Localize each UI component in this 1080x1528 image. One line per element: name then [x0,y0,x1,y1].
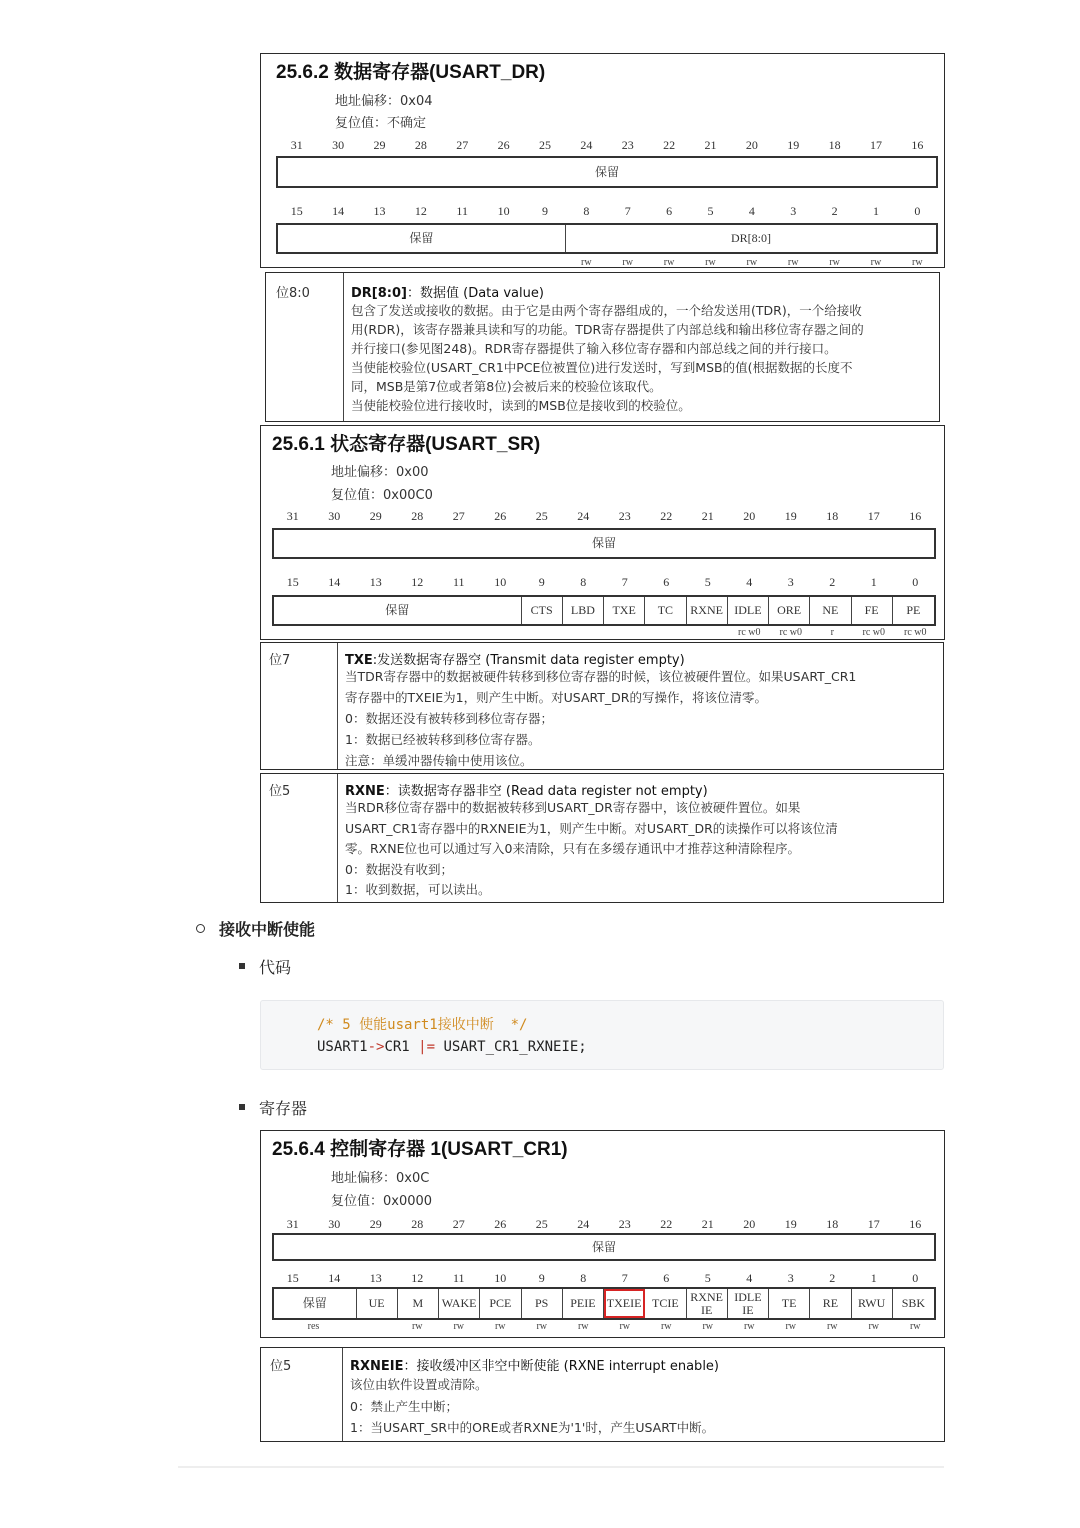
bit-number: 21 [704,138,717,152]
bit-field-cell: ORE [769,597,810,624]
description-line: 0：禁止产生中断； [350,1398,458,1414]
bit-number: 16 [909,1217,922,1231]
bit-number: 17 [867,1217,880,1231]
bit-number: 15 [286,1271,299,1285]
bit-number: 10 [494,1271,507,1285]
bit-number: 6 [666,204,673,218]
bit-number: 21 [701,509,714,523]
bit-field-cell: SBK [901,1296,926,1310]
dr-reset-value: 复位值：不确定 [335,116,427,131]
bit-number: 3 [787,1271,794,1285]
bit-number: 1 [872,204,879,218]
bit-number: 4 [748,204,755,218]
access-label: rw [411,1321,423,1332]
bit-field-cell: UE [357,1289,398,1318]
bit-number: 12 [411,1271,424,1285]
bit-field-cell: LBD [563,597,604,624]
bit-field-cell: RXNE [687,597,728,624]
bit-field-cell: 保留 [278,225,566,252]
bit-number: 22 [660,509,673,523]
bit-number: 21 [701,1217,714,1231]
bit-number: 25 [535,1217,548,1231]
code-statement: USART1->CR1 |= USART_CR1_RXNEIE; [317,1039,587,1055]
bit-number: 9 [538,1271,545,1285]
access-label: rw [581,257,592,268]
access-label: rw [577,1321,589,1332]
sr-address-offset: 地址偏移：0x00 [331,465,429,480]
bit-number: 13 [369,575,382,589]
sr-low-bit-row [272,595,936,626]
bit-field-cell: IDLE [728,597,769,624]
dr-bit-description [265,272,940,422]
bit-number: 7 [621,1271,628,1285]
access-label: rw [743,1321,755,1332]
dr-low-bit-row [276,223,938,254]
bit-number: 29 [373,138,386,152]
access-label: rc w0 [779,627,802,638]
description-line: 零。RXNE位也可以通过写入0来清除，只有在多缓存通讯中才推荐这种清除程序。 [345,841,800,856]
bullet-circle-icon [196,924,205,933]
description-line: 当TDR寄存器中的数据被硬件转移到移位寄存器的时候，该位被硬件置位。如果USART_CR1 [345,669,857,684]
bit-number: 0 [912,1271,919,1285]
description-line: 当使能校验位(USART_CR1中PCE位被置位)进行发送时，写到MSB的值(根据数据的长度不 [351,360,853,375]
bit-number: 24 [577,1217,590,1231]
heading-rx-interrupt-enable: 接收中断使能 [219,920,316,939]
bit-number: 1 [870,1271,877,1285]
divider [337,774,338,902]
bit-field-cell: TE [769,1289,810,1318]
code-comment: /* 5 使能usart1接收中断 */ [317,1017,528,1033]
dr-high-bit-row [276,156,938,188]
bit-field-cell: NE [810,597,851,624]
bit-number: 23 [618,509,631,523]
cr1-high-bit-row [272,1233,936,1261]
bit-field-cell: PS [522,1289,563,1318]
access-label: rw [909,1321,921,1332]
bit-number: 25 [538,138,551,152]
description-line: 1：收到数据，可以读出。 [345,882,491,897]
bit-number: 11 [452,1271,465,1285]
bullet-square-icon [239,963,245,969]
description-line: 0：数据没有收到； [345,861,453,877]
bit-field-cell: RE [810,1289,851,1318]
bit-field-cell: CTS [522,597,563,624]
bit-number: 26 [497,138,510,152]
access-label: rw [494,1321,506,1332]
bit-field-cell: DR[8:0] [730,231,771,245]
access-label: rw [702,1321,714,1332]
access-label: rw [705,257,716,268]
bit-number: 3 [787,575,794,589]
bit-number: 1 [870,575,877,589]
bit-number: 20 [743,1217,756,1231]
bit-field-cell: M [398,1289,439,1318]
description-line: 并行接口(参见图248)。RDR寄存器提供了输入移位寄存器和内部总线之间的并行接口。 [351,341,837,356]
description-line: 1：当USART_SR中的ORE或者RXNE为'1'时，产生USART中断。 [350,1420,715,1435]
bit-field-cell: IDLE IE [728,1289,769,1318]
bit-range: 位8:0 [276,286,310,301]
access-label: rw [663,257,675,268]
bit-number: 20 [743,509,756,523]
cr1-section-title: 25.6.4 控制寄存器 1(USART_CR1) [272,1139,568,1160]
bit-field-cell: TC [645,597,686,624]
bit-number: 5 [704,1271,711,1285]
cr1-low-bit-row [272,1287,936,1320]
bit-number: 30 [328,1217,341,1231]
bit-field-cell: TXEIE [604,1289,645,1318]
bit-number: 9 [541,204,548,218]
bit-number: 2 [829,1271,836,1285]
description-line: 该位由软件设置或清除。 [350,1377,488,1392]
access-label: rw [829,257,840,268]
access-label: rc w0 [904,627,927,638]
bit-number: 8 [580,1271,587,1285]
bit-number: 19 [784,1217,797,1231]
bit-field-cell: 保留 [274,1289,357,1318]
bit-field-cell: PCE [480,1289,521,1318]
bit-field-cell: FE [852,597,893,624]
horizontal-rule [178,1466,944,1468]
access-label: rw [826,1321,838,1332]
bit-number: 6 [663,575,670,589]
bit-number: 30 [328,509,341,523]
bit-range: 位7 [269,653,291,668]
bit-number: 28 [411,1217,424,1231]
rxneie-bit-description [260,1347,945,1442]
description-line: 同，MSB是第7位或者第8位)会被后来的校验位该取代。 [351,379,662,394]
access-label: rw [619,1321,631,1332]
dr-address-offset: 地址偏移：0x04 [335,94,433,109]
field-name: DR[8:0]：数据值 (Data value) [351,286,544,301]
field-name: TXE:发送数据寄存器空 (Transmit data register empty) [345,653,685,668]
bit-number: 31 [286,1217,299,1231]
field-name: RXNE：读数据寄存器非空 (Read data register not empty) [345,784,708,799]
bit-field-cell: 保留 [591,536,616,550]
bit-number: 31 [290,138,303,152]
bit-number: 4 [746,1271,753,1285]
bit-number: 18 [826,509,839,523]
dr-section-title: 25.6.2 数据寄存器(USART_DR) [276,62,546,83]
bit-number: 0 [914,204,921,218]
bit-number: 10 [497,204,510,218]
access-label: rc w0 [738,627,761,638]
description-line: 寄存器中的TXEIE为1，则产生中断。对USART_DR的写操作，将该位清零。 [345,690,767,705]
bit-number: 16 [911,138,924,152]
bit-number: 6 [663,1271,670,1285]
access-label: rw [622,257,633,268]
bit-number: 13 [369,1271,382,1285]
sr-high-bit-row [272,528,936,559]
bit-number: 29 [369,1217,382,1231]
bit-number: 19 [787,138,800,152]
access-label: rw [453,1321,465,1332]
description-line: 0：数据还没有被转移到移位寄存器； [345,711,553,726]
bit-number: 15 [290,204,303,218]
bit-number: 28 [414,138,427,152]
cr1-address-offset: 地址偏移：0x0C [331,1171,430,1186]
bit-number: 28 [411,509,424,523]
txe-bit-description [260,642,944,770]
bit-number: 24 [577,509,590,523]
bit-number: 7 [621,575,628,589]
cr1-reset-value: 复位值：0x0000 [331,1194,433,1209]
bit-field-cell: PE [906,603,921,617]
access-label: rw [660,1321,672,1332]
bit-number: 11 [456,204,468,218]
bit-field-cell: WAKE [439,1289,480,1318]
bit-number: 27 [456,138,469,152]
access-label: rw [870,257,882,268]
description-line: 用(RDR)，该寄存器兼具读和写的功能。TDR寄存器提供了内部总线和输出移位寄存器之间的 [351,322,864,337]
bit-number: 5 [704,575,711,589]
bit-field-cell: TCIE [645,1289,686,1318]
register-label: 寄存器 [259,1099,308,1118]
bit-number: 22 [663,138,676,152]
bit-range: 位5 [270,1359,292,1374]
bit-field-cell: RXNE IE [687,1289,728,1318]
bit-number: 27 [452,509,465,523]
rxne-bit-description [260,773,944,903]
bit-field-cell: TXE [604,597,645,624]
bit-number: 17 [867,509,880,523]
bit-number: 2 [829,575,836,589]
bit-number: 4 [746,575,753,589]
description-line: 当使能校验位进行接收时，读到的MSB位是接收到的校验位。 [351,398,691,413]
bit-number: 3 [790,204,797,218]
bit-number: 13 [373,204,386,218]
bit-number: 14 [328,575,341,589]
access-label: rw [868,1321,880,1332]
bit-number: 22 [660,1217,673,1231]
bit-number: 14 [328,1271,341,1285]
bit-number: 26 [494,1217,507,1231]
description-line: 注意：单缓冲器传输中使用该位。 [345,753,533,768]
bit-range: 位5 [269,784,291,799]
bit-number: 15 [286,575,299,589]
bit-number: 29 [369,509,382,523]
description-line: USART_CR1寄存器中的RXNEIE为1，则产生中断。对USART_DR的读操作可以将该位清 [345,820,838,836]
access-label: rw [746,257,758,268]
bit-number: 10 [494,575,507,589]
bit-field-cell: PEIE [563,1289,604,1318]
bit-number: 23 [621,138,634,152]
bit-field-cell: 保留 [274,597,522,624]
bit-number: 30 [332,138,345,152]
bit-number: 11 [452,575,465,589]
divider [343,273,344,421]
bit-number: 18 [828,138,841,152]
code-block[interactable] [260,1000,944,1070]
bit-number: 26 [494,509,507,523]
bit-number: 16 [909,509,922,523]
bit-field-cell: RWU [852,1289,893,1318]
bullet-square-icon [239,1104,245,1110]
access-label: rw [785,1321,797,1332]
bit-field-cell: 保留 [594,164,619,179]
bit-number: 8 [580,575,587,589]
description-line: 1：数据已经被转移到移位寄存器。 [345,732,541,747]
sr-section-title: 25.6.1 状态寄存器(USART_SR) [272,434,541,455]
access-label: rw [787,257,799,268]
bit-number: 2 [831,204,838,218]
description-line: 当RDR移位寄存器中的数据被转移到USART_DR寄存器中，该位被硬件置位。如果 [345,800,801,815]
bit-number: 31 [286,509,299,523]
bit-number: 7 [624,204,631,218]
bit-number: 12 [414,204,427,218]
bit-number: 23 [618,1217,631,1231]
access-label: rw [912,257,923,268]
bit-number: 5 [707,204,714,218]
bit-number: 24 [580,138,593,152]
divider [337,643,338,769]
bit-number: 27 [452,1217,465,1231]
bit-number: 12 [411,575,424,589]
access-label: r [830,627,834,638]
bit-field-cell: 保留 [591,1239,616,1254]
access-label: rc w0 [862,627,885,638]
bit-number: 18 [826,1217,839,1231]
bit-number: 17 [869,138,882,152]
bit-number: 20 [745,138,758,152]
description-line: 包含了发送或接收的数据。由于它是由两个寄存器组成的，一个给发送用(TDR)，一个给接收 [351,303,862,318]
code-label: 代码 [259,958,292,977]
bit-number: 25 [535,509,548,523]
sr-reset-value: 复位值：0x00C0 [331,488,433,503]
bit-number: 8 [583,204,590,218]
divider [342,1348,343,1441]
bit-number: 14 [332,204,345,218]
bit-number: 19 [784,509,797,523]
bit-number: 0 [912,575,919,589]
access-label: res [307,1321,320,1332]
field-name: RXNEIE：接收缓冲区非空中断使能 (RXNE interrupt enable) [350,1359,719,1374]
bit-number: 9 [538,575,545,589]
access-label: rw [536,1321,548,1332]
